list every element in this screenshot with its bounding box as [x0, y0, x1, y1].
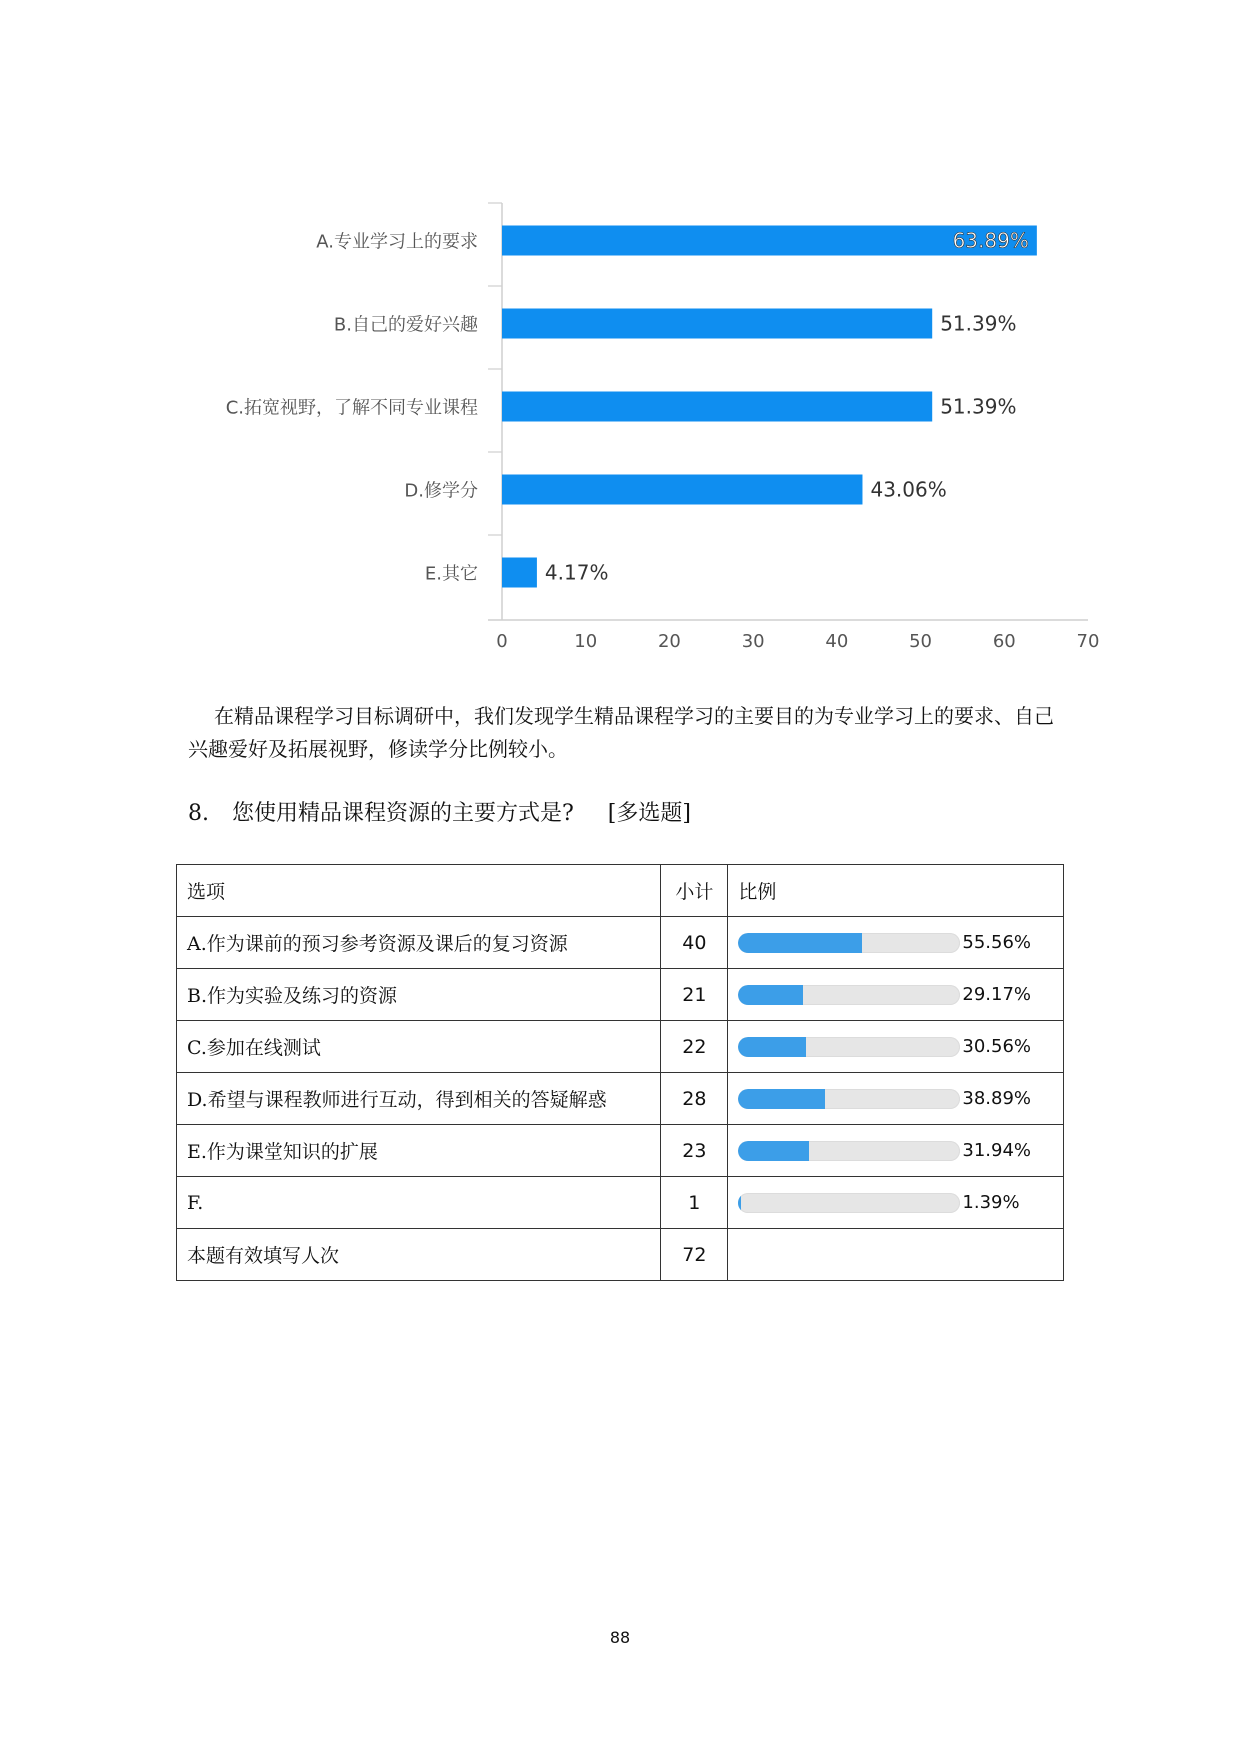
option-count: 23 [661, 1125, 728, 1177]
option-ratio [728, 1073, 1064, 1125]
ratio-label: 1.39% [962, 1192, 1020, 1213]
total-count: 72 [661, 1229, 728, 1281]
ratio-bar-fill [738, 985, 803, 1005]
ratio-label: 31.94% [962, 1140, 1032, 1161]
total-empty [728, 1229, 1064, 1281]
option-count: 22 [661, 1021, 728, 1073]
results-table [176, 864, 1064, 1281]
page-number: 88 [609, 1628, 631, 1647]
question-type: [多选题] [607, 801, 691, 826]
value-label: 51.39% [940, 311, 1017, 336]
ratio-bar-track [738, 933, 960, 953]
ratio-label: 30.56% [962, 1036, 1032, 1057]
ratio-label: 55.56% [962, 932, 1032, 953]
table-row [177, 1125, 1064, 1177]
option-ratio [728, 917, 1064, 969]
value-label: 43.06% [870, 477, 947, 502]
x-tick-label: 0 [496, 631, 508, 652]
ratio-bar-fill [738, 1193, 741, 1213]
x-tick-label: 30 [741, 631, 765, 652]
header-option: 选项 [177, 865, 661, 917]
category-label: B.自己的爱好兴趣 [333, 314, 478, 336]
ratio-bar-fill [738, 1089, 824, 1109]
ratio-bar-track [738, 985, 960, 1005]
ratio-bar-fill [738, 933, 861, 953]
ratio-bar-fill [738, 1141, 809, 1161]
option-label: E.作为课堂知识的扩展 [177, 1125, 661, 1177]
question-number: 8. [188, 801, 209, 826]
ratio-bar-track [738, 1089, 960, 1109]
ratio-bar-track [738, 1037, 960, 1057]
total-label: 本题有效填写人次 [177, 1229, 661, 1281]
bar [502, 475, 862, 505]
table-row [177, 1073, 1064, 1125]
option-ratio [728, 1177, 1064, 1229]
ratio-label: 38.89% [962, 1088, 1032, 1109]
table-row [177, 1021, 1064, 1073]
option-ratio [728, 1021, 1064, 1073]
x-tick-label: 10 [574, 631, 598, 652]
question-text: 您使用精品课程资源的主要方式是? [232, 801, 574, 826]
value-label: 51.39% [940, 394, 1017, 419]
option-label: A.作为课前的预习参考资源及课后的复习资源 [177, 917, 661, 969]
category-label: C.拓宽视野，了解不同专业课程 [225, 397, 478, 419]
bar [502, 309, 932, 339]
value-label: 63.89% [952, 228, 1029, 253]
option-count: 1 [661, 1177, 728, 1229]
category-label: E.其它 [424, 563, 478, 585]
x-tick-label: 70 [1076, 631, 1100, 652]
question-heading [188, 796, 691, 827]
x-tick-label: 50 [909, 631, 933, 652]
table-row [177, 1177, 1064, 1229]
table-row [177, 917, 1064, 969]
x-tick-label: 20 [657, 631, 681, 652]
table-header-row [177, 865, 1064, 917]
ratio-bar-track [738, 1141, 960, 1161]
x-tick-label: 60 [992, 631, 1016, 652]
header-count: 小计 [661, 865, 728, 917]
bar [502, 558, 537, 588]
ratio-label: 29.17% [962, 984, 1032, 1005]
header-ratio: 比例 [728, 865, 1064, 917]
option-label: F. [177, 1177, 661, 1229]
option-label: D.希望与课程教师进行互动，得到相关的答疑解惑 [177, 1073, 661, 1125]
summary-paragraph [188, 700, 1058, 766]
option-count: 28 [661, 1073, 728, 1125]
table-total-row [177, 1229, 1064, 1281]
bar [502, 392, 932, 422]
ratio-bar-track [738, 1193, 960, 1213]
option-count: 21 [661, 969, 728, 1021]
bar-chart [0, 0, 1240, 680]
table-row [177, 969, 1064, 1021]
option-ratio [728, 1125, 1064, 1177]
option-label: C.参加在线测试 [177, 1021, 661, 1073]
x-tick-label: 40 [825, 631, 849, 652]
ratio-bar-fill [738, 1037, 806, 1057]
option-ratio [728, 969, 1064, 1021]
value-label: 4.17% [544, 560, 609, 585]
summary-paragraph-text: 在精品课程学习目标调研中，我们发现学生精品课程学习的主要目的为专业学习上的要求、自己兴趣爱好及拓展视野，修读学分比例较小。 [188, 704, 1054, 761]
category-label: A.专业学习上的要求 [316, 231, 478, 253]
option-label: B.作为实验及练习的资源 [177, 969, 661, 1021]
option-count: 40 [661, 917, 728, 969]
category-label: D.修学分 [404, 480, 478, 502]
